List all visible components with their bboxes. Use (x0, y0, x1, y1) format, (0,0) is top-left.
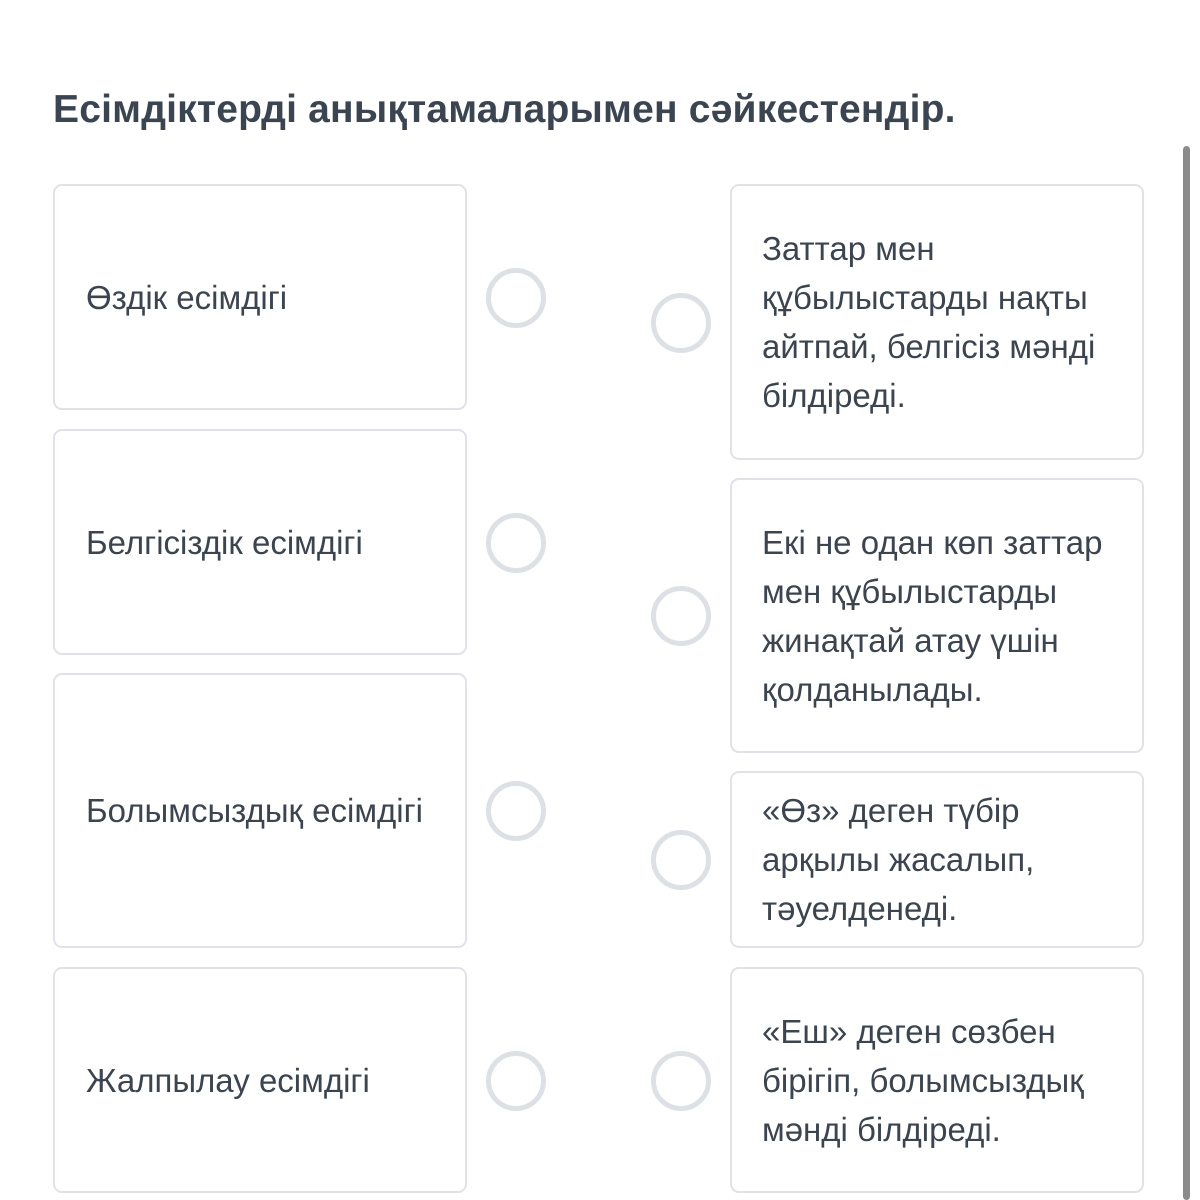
left-item-2[interactable] (53, 673, 467, 948)
right-item-label: Екі не одан көп заттар мен құбылыстарды жинақтай атау үшін қолданылады. (762, 523, 1103, 708)
left-match-radio-3[interactable] (486, 1051, 546, 1111)
left-item-label: Өздік есімдігі (86, 278, 288, 316)
right-item-label: «Өз» деген түбір арқылы жасалып, тәуелденеді. (762, 792, 1035, 927)
left-item-label: Белгісіздік есімдігі (86, 523, 363, 561)
right-item-3[interactable] (730, 967, 1144, 1193)
vertical-scrollbar[interactable] (1183, 146, 1190, 1200)
left-item-3[interactable] (53, 967, 467, 1193)
right-match-radio-3[interactable] (651, 1051, 711, 1111)
right-item-1[interactable] (730, 478, 1144, 753)
left-item-label: Болымсыздық есімдігі (86, 792, 423, 829)
right-match-radio-2[interactable] (651, 830, 711, 890)
right-item-2[interactable] (730, 771, 1144, 948)
left-match-radio-2[interactable] (486, 781, 546, 841)
left-match-radio-1[interactable] (486, 513, 546, 573)
left-item-1[interactable] (53, 429, 467, 655)
right-item-0[interactable] (730, 184, 1144, 460)
left-item-label: Жалпылау есімдігі (86, 1061, 370, 1099)
right-item-label: Заттар мен құбылыстарды нақты айтпай, белгісіз мәнді білдіреді. (762, 230, 1096, 414)
left-item-0[interactable] (53, 184, 467, 410)
right-match-radio-1[interactable] (651, 586, 711, 646)
right-match-radio-0[interactable] (651, 293, 711, 353)
right-item-label: «Еш» деген сөзбен бірігіп, болымсыздық мәнді білдіреді. (762, 1012, 1084, 1148)
left-match-radio-0[interactable] (486, 268, 546, 328)
page-title: Есімдіктерді анықтамаларымен сәйкестендір. (53, 88, 956, 131)
